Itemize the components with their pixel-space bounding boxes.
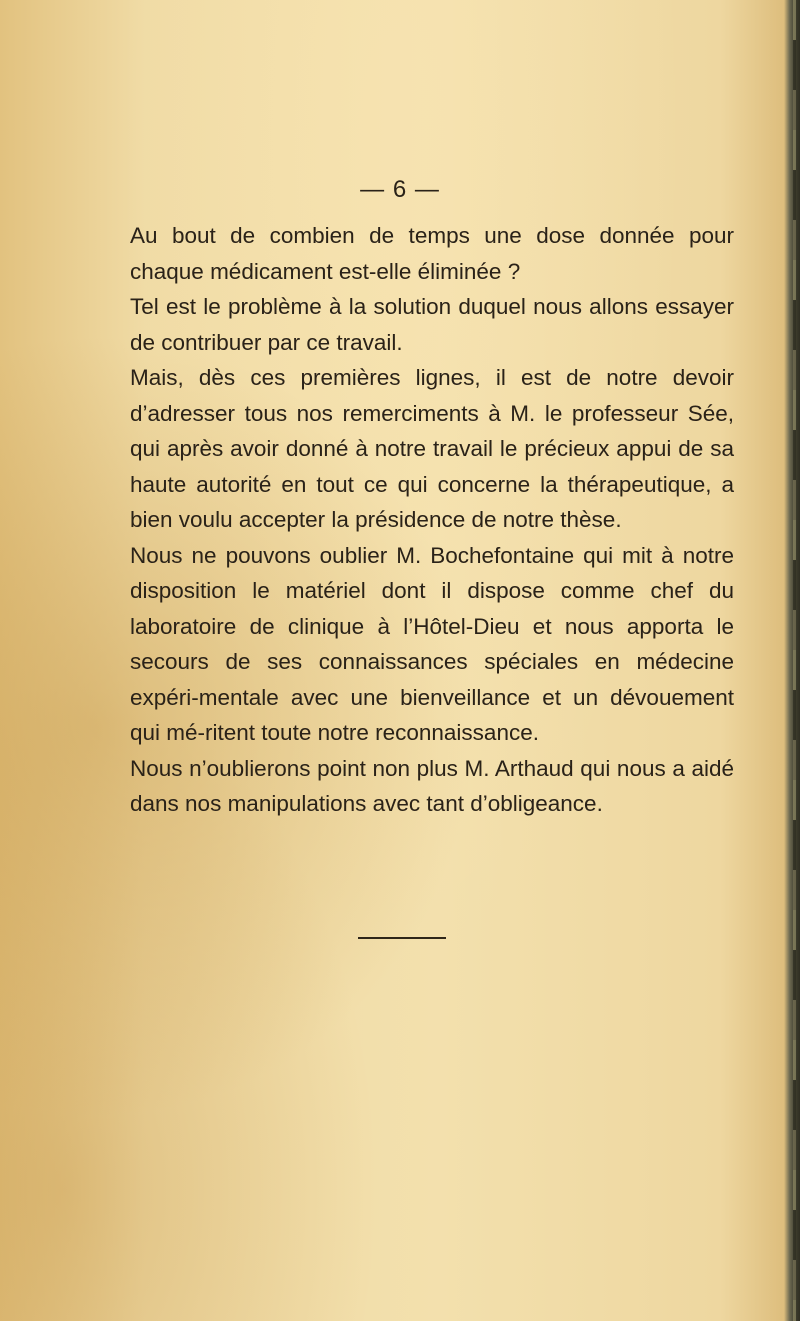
page-number: — 6 —: [360, 176, 440, 203]
paragraph-thanks-see: Mais, dès ces premières lignes, il est de notre devoir d’adresser tous nos remerciments à M. le professeur Sée, qui après avoir donné à notre travail le précieux appui de sa haute autorité en tout ce qui concerne la thérapeutique, a bien voulu accepter la présidence de notre thèse.: [130, 365, 734, 532]
paragraph-question: Au bout de combien de temps une dose donnée pour chaque médicament est-elle éliminée ?: [130, 223, 734, 284]
section-separator-rule: [358, 937, 446, 939]
body-text: [130, 218, 734, 822]
paragraph-thanks-bochefontaine: Nous ne pouvons oublier M. Bochefontaine qui mit à notre disposition le matériel dont il dispose comme chef du laboratoire de clinique à l’Hôtel-Dieu et nous apporta le secours de ses connaissances spéciales en médecine expéri-mentale avec une bienveillance et un dévouement qui mé-ritent toute notre reconnaissance.: [130, 542, 734, 745]
paragraph-thanks-arthaud: Nous n’oublierons point non plus M. Arthaud qui nous a aidé dans nos manipulations avec tant d’obligeance.: [130, 755, 734, 816]
paragraph-problem: Tel est le problème à la solution duquel nous allons essayer de contribuer par ce travail.: [130, 294, 734, 355]
